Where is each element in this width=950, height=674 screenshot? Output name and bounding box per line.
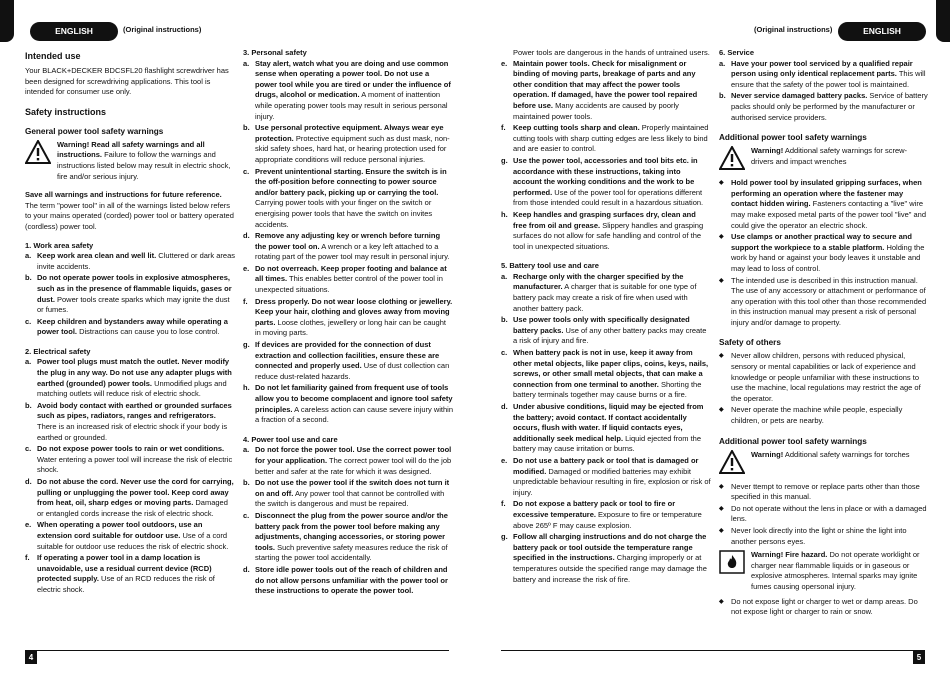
item-text bbox=[513, 532, 711, 585]
item-marker: a. bbox=[243, 58, 250, 68]
page-corner-tab-right bbox=[936, 0, 950, 42]
item-text bbox=[255, 565, 453, 597]
list-item bbox=[501, 123, 711, 155]
list-item bbox=[501, 532, 711, 585]
item-marker: e. bbox=[25, 520, 32, 530]
item-bold-text: Do not abuse the cord. Never use the cord for carrying, pulling or unplugging the power tool. Keep cord away from heat, oil, sharp edges or moving parts. bbox=[37, 477, 234, 508]
item-text bbox=[513, 456, 711, 498]
list-item bbox=[719, 526, 929, 547]
list-item bbox=[719, 178, 929, 231]
item-marker: h. bbox=[243, 383, 250, 393]
heading-additional-warnings-2: Additional power tool safety warnings bbox=[719, 436, 867, 446]
list-item bbox=[243, 565, 453, 597]
item-marker: e. bbox=[501, 455, 508, 465]
bullet-diamond-icon: ◆ bbox=[719, 407, 724, 414]
item-marker: e. bbox=[501, 58, 508, 68]
item-text bbox=[255, 478, 453, 510]
item-bold-text: Avoid body contact with earthed or grounded surfaces such as pipes, radiators, ranges and refrigerators. bbox=[37, 400, 232, 421]
item-plain-text: Use of the power tool for operations different from those intended could result in a hazardous situation. bbox=[513, 187, 704, 208]
item-plain-text: Unmodified plugs and matching outlets will reduce risk of electric shock. bbox=[37, 378, 227, 399]
bullet-diamond-icon: ◆ bbox=[719, 483, 724, 490]
item-bold-text: Keep handles and grasping surfaces dry, clean and free from oil and grease. bbox=[513, 209, 696, 230]
item-bold-text: If devices are provided for the connection of dust extraction and collection facilities, ensure these are connected and properly used. bbox=[255, 340, 440, 371]
list-item bbox=[25, 477, 235, 519]
column-1 bbox=[25, 50, 235, 597]
item-marker: f. bbox=[501, 123, 506, 133]
item-bold-text: Keep cutting tools sharp and clean. bbox=[513, 123, 640, 133]
item-bold-text: If operating a power tool in a damp location is unavoidable, use a residual current device (RCD) protected supply. bbox=[37, 553, 212, 584]
item-bold-text: Power tool plugs must match the outlet. Never modify the plug in any way. Do not use any adapter plugs with earthed (grounded) power tools. bbox=[37, 357, 232, 388]
item-marker: b. bbox=[501, 315, 508, 325]
list-item bbox=[25, 401, 235, 443]
item-marker: d. bbox=[243, 564, 250, 574]
item-marker: b. bbox=[719, 91, 726, 101]
section-title-work-area: 1. Work area safety bbox=[25, 240, 94, 250]
item-plain-text: Protective equipment such as dust mask, non-skid safety shoes, hard hat, or hearing protection used for appropriate conditions will reduce personal injuries. bbox=[255, 133, 450, 164]
item-marker: b. bbox=[243, 478, 250, 488]
save-bold: Save all warnings and instructions for future reference. bbox=[25, 190, 222, 200]
list-item bbox=[501, 59, 711, 123]
column-2 bbox=[243, 48, 453, 598]
item-plain-text: Use of any other battery packs may create a risk of injury and fire. bbox=[513, 325, 707, 346]
item-bold-text: Hold power tool by insulated gripping surfaces, when performing an operation where the fastener may contact hidden wiring. bbox=[731, 178, 922, 209]
list-item bbox=[25, 251, 235, 272]
warning-bold: Warning! Read all safety warnings and all instructions. bbox=[57, 139, 205, 160]
item-text bbox=[37, 401, 235, 443]
item-plain-text: Exposure to fire or temperature above 265º F may cause explosion. bbox=[513, 509, 702, 530]
item-bold-text: Recharge only with the charger specified by the manufacturer. bbox=[513, 271, 684, 292]
item-bold-text: When battery pack is not in use, keep it away from other metal objects, like paper clips, coins, keys, nails, screws, or other small metal objects, that can make a connection from one terminal to another. bbox=[513, 348, 709, 389]
item-text bbox=[255, 297, 453, 339]
item-text bbox=[513, 402, 711, 455]
list-item bbox=[719, 597, 929, 618]
item-text bbox=[731, 405, 929, 426]
page-number-right: 5 bbox=[913, 651, 925, 664]
item-bold-text: Keep children and bystanders away while operating a power tool. bbox=[37, 316, 228, 337]
item-text bbox=[37, 357, 235, 399]
heading-safety-of-others: Safety of others bbox=[719, 338, 781, 348]
item-text bbox=[37, 317, 235, 338]
item-bold-text: Use personal protective equipment. Always wear eye protection. bbox=[255, 123, 444, 143]
section-title-service: 6. Service bbox=[719, 48, 755, 57]
list-item bbox=[243, 340, 453, 382]
item-text bbox=[731, 91, 929, 123]
item-plain-text: A careless action can cause severe injury within a fraction of a second. bbox=[255, 404, 454, 425]
warning-block-fire bbox=[719, 550, 929, 592]
list-item bbox=[243, 59, 453, 123]
item-marker: f. bbox=[25, 553, 30, 563]
item-plain-text: Damaged or modified batteries may exhibit unpredictable behaviour resulting in fire, explosion or risk of injury. bbox=[513, 466, 711, 497]
item-text bbox=[513, 272, 711, 314]
bullet-diamond-icon: ◆ bbox=[719, 277, 724, 284]
list-item bbox=[243, 445, 453, 477]
continued-text: Power tools are dangerous in the hands of untrained users. bbox=[513, 48, 710, 57]
item-text bbox=[513, 210, 711, 252]
item-plain-text: Charging improperly or at temperatures outside the specified range may damage the battery and increase the risk of fire. bbox=[513, 553, 707, 584]
bullet-diamond-icon: ◆ bbox=[719, 353, 724, 360]
item-plain-text: This enables better control of the power tool in unexpected situations. bbox=[255, 274, 443, 295]
item-bold-text: Follow all charging instructions and do not charge the battery pack or tool outside the temperature range specified in the instructions. bbox=[513, 532, 707, 563]
heading-general-warnings: General power tool safety warnings bbox=[25, 126, 164, 136]
item-plain-text: Damaged or entangled cords increase the risk of electric shock. bbox=[37, 498, 228, 518]
warning3-text: Do not operate worklight or charger near flammable liquids or in gaseous or explosive atmospheres. Internal sparks may ignite fumes causing opersonal injury. bbox=[751, 550, 920, 591]
bullet-diamond-icon: ◆ bbox=[719, 528, 724, 534]
item-bold-text: Remove any adjusting key or wrench before turning the power tool on. bbox=[255, 231, 441, 251]
column-3 bbox=[501, 48, 711, 586]
item-text bbox=[731, 482, 929, 503]
item-marker: a. bbox=[243, 445, 250, 455]
item-text bbox=[731, 504, 929, 525]
item-plain-text: Properly maintained cutting tools with sharp cutting edges are less likely to bind and are easier to control. bbox=[513, 123, 709, 154]
item-text bbox=[731, 59, 929, 91]
list-item bbox=[243, 511, 453, 564]
list-item bbox=[243, 123, 453, 165]
item-bold-text: Store idle power tools out of the reach of children and do not allow persons unfamiliar with the power tool or these instructions to operate the power tool. bbox=[255, 564, 448, 596]
warning-block-screwdrivers bbox=[719, 146, 929, 170]
footer-rule-right bbox=[501, 650, 925, 651]
section-title-battery: 5. Battery tool use and care bbox=[501, 261, 599, 271]
item-text bbox=[37, 251, 235, 272]
item-plain-text: Distractions can cause you to lose control. bbox=[77, 327, 220, 337]
item-text bbox=[255, 59, 453, 123]
item-text bbox=[513, 348, 711, 401]
item-bold-text: Use power tools only with specifically designated battery packs. bbox=[513, 315, 690, 335]
item-plain-text: Do not operate without the lens in place or with a damaged lens. bbox=[731, 503, 927, 524]
heading-intended-use: Intended use bbox=[25, 51, 81, 61]
original-instructions-left: (Original instructions) bbox=[123, 25, 202, 34]
list-item bbox=[719, 276, 929, 329]
item-plain-text: Liquid ejected from the battery may cause irritation or burns. bbox=[513, 433, 702, 454]
page-corner-tab-left bbox=[0, 0, 14, 42]
item-marker: c. bbox=[501, 348, 508, 358]
item-text bbox=[37, 520, 235, 552]
item-text bbox=[513, 156, 711, 209]
item-plain-text: Service of battery packs should only be performed by the manufacturer or authorised service providers. bbox=[731, 91, 928, 122]
warning-triangle-icon bbox=[719, 450, 745, 474]
item-text bbox=[731, 276, 929, 329]
item-marker: e. bbox=[243, 263, 250, 273]
list-item bbox=[243, 383, 453, 425]
list-item bbox=[719, 59, 929, 91]
list-item bbox=[719, 504, 929, 525]
language-badge-left: ENGLISH bbox=[30, 22, 118, 41]
list-item bbox=[25, 444, 235, 476]
column-4 bbox=[719, 48, 929, 619]
item-bold-text: Maintain power tools. Check for misalignment or binding of moving parts, breakage of parts and any other condition that may affect the power tools operation. If damaged, have the power tool repaired before use. bbox=[513, 58, 698, 110]
save-text: The term "power tool" in all of the warnings listed below refers to your mains operated (corded) power tool or battery operated (cordless) power tool. bbox=[25, 200, 234, 231]
item-text bbox=[731, 597, 929, 618]
item-plain-text: Use of a cord suitable for outdoor use reduces the risk of electric shock. bbox=[37, 530, 229, 551]
warning-triangle-icon bbox=[25, 140, 51, 164]
item-marker: d. bbox=[25, 477, 32, 486]
item-text bbox=[513, 123, 711, 155]
list-item bbox=[243, 297, 453, 339]
item-plain-text: This will ensure that the safety of the power tool is maintained. bbox=[731, 69, 926, 89]
item-text bbox=[37, 444, 235, 476]
list-item bbox=[719, 482, 929, 503]
item-marker: c. bbox=[243, 510, 250, 520]
item-marker: c. bbox=[25, 444, 32, 454]
item-plain-text: Use of an RCD reduces the risk of electric shock. bbox=[37, 574, 215, 594]
section-title-personal: 3. Personal safety bbox=[243, 48, 307, 57]
list-item bbox=[25, 273, 235, 315]
item-bold-text: Disconnect the plug from the power source and/or the battery pack from the power tool before making any adjustments, changing accessories, or storing power tools. bbox=[255, 510, 448, 552]
item-marker: a. bbox=[719, 58, 726, 68]
item-text bbox=[37, 553, 235, 595]
item-plain-text: Power tools create sparks which may ignite the dust or fumes. bbox=[37, 294, 230, 315]
item-plain-text: The intended use is described in this instruction manual. The use of any accessory or attachment or performance of any operation with this tool other than those recommended in this instruction manual may present a risk of personal injury and/or damage to property. bbox=[731, 275, 927, 327]
item-bold-text: Do not use the power tool if the switch does not turn it on and off. bbox=[255, 478, 450, 498]
list-item bbox=[501, 402, 711, 455]
item-plain-text: Holding the work by hand or against your body leaves it unstable and may lead to loss of control. bbox=[731, 242, 925, 273]
item-text bbox=[513, 499, 711, 531]
list-item bbox=[243, 264, 453, 296]
item-marker: c. bbox=[243, 166, 250, 176]
item-bold-text: Use the power tool, accessories and tool bits etc. in accordance with these instructions, taking into account the working conditions and the work to be performed. bbox=[513, 155, 698, 197]
list-item bbox=[501, 499, 711, 531]
list-item bbox=[501, 210, 711, 252]
item-text bbox=[255, 383, 453, 425]
item-bold-text: Dress properly. Do not wear loose clothing or jewellery. Keep your hair, clothing and gloves away from moving parts. bbox=[255, 296, 453, 327]
item-text bbox=[255, 340, 453, 382]
item-plain-text: Never allow children, persons with reduced physical, sensory or mental capabilities or lack of experience and knowledge or people unfamiliar with these instructions to use the machine, local regulations may restrict the age of the operator. bbox=[731, 351, 921, 403]
item-bold-text: When operating a power tool outdoors, use an extension cord suitable for outdoor use. bbox=[37, 520, 203, 540]
item-text bbox=[731, 178, 929, 231]
list-item bbox=[501, 156, 711, 209]
item-marker: h. bbox=[501, 209, 508, 219]
bullet-diamond-icon: ◆ bbox=[719, 234, 724, 241]
item-plain-text: Carrying power tools with your finger on the switch or energising power tools that have the switch on invites accidents. bbox=[255, 198, 433, 229]
item-text bbox=[255, 123, 453, 165]
item-marker: b. bbox=[25, 400, 32, 410]
warning1-text: Additional safety warnings for screw-drivers and impact wrenches bbox=[751, 146, 908, 166]
bullet-diamond-icon: ◆ bbox=[719, 505, 724, 512]
item-text bbox=[513, 59, 711, 123]
list-item bbox=[719, 405, 929, 426]
list-item bbox=[501, 315, 711, 347]
list-item bbox=[25, 317, 235, 338]
item-text bbox=[731, 232, 929, 274]
item-marker: d. bbox=[501, 402, 508, 411]
item-marker: g. bbox=[501, 532, 508, 542]
item-text bbox=[255, 445, 453, 477]
item-text bbox=[37, 477, 235, 519]
intended-use-text: Your BLACK+DECKER BDCSFL20 flashlight screwdriver has been designed for screwdriving applications. This tool is intended for consumer use only. bbox=[25, 66, 229, 97]
list-item bbox=[501, 272, 711, 314]
section-title-power-tool-use: 4. Power tool use and care bbox=[243, 434, 338, 444]
warning1-bold: Warning! bbox=[751, 146, 784, 156]
item-bold-text: Do not let familiarity gained from frequent use of tools allow you to become complacent and ignore tool safety principles. bbox=[255, 383, 453, 414]
item-bold-text: Do not force the power tool. Use the correct power tool for your application. bbox=[255, 445, 452, 465]
item-marker: b. bbox=[243, 123, 250, 133]
item-text bbox=[37, 273, 235, 315]
warning-block bbox=[25, 140, 235, 182]
item-text bbox=[255, 511, 453, 564]
original-instructions-right: (Original instructions) bbox=[754, 25, 833, 34]
list-item bbox=[501, 348, 711, 401]
item-text bbox=[255, 264, 453, 296]
item-marker: f. bbox=[243, 296, 248, 306]
item-bold-text: Stay alert, watch what you are doing and use common sense when operating a power tool. Do not use a power tool while you are tired or under the influence of drugs, alcohol or medication. bbox=[255, 58, 451, 100]
item-plain-text: Loose clothes, jewellery or long hair can be caught in moving parts. bbox=[255, 317, 446, 338]
item-plain-text: Such preventive safety measures reduce the risk of starting the power tool accidentally. bbox=[255, 542, 448, 563]
page-number-left: 4 bbox=[25, 651, 37, 664]
item-plain-text: There is an increased risk of electric shock if your body is earthed or grounded. bbox=[37, 422, 228, 442]
list-item bbox=[719, 232, 929, 274]
item-bold-text: Under abusive conditions, liquid may be ejected from the battery; avoid contact. If contact accidentally occurs, flush with water. If liquid contacts eyes, additionally seek medical help. bbox=[513, 402, 704, 443]
item-plain-text: The correct power tool will do the job better and safer at the rate for which it was designed. bbox=[255, 455, 452, 476]
item-bold-text: Keep work area clean and well lit. bbox=[37, 251, 157, 261]
list-item bbox=[243, 478, 453, 510]
item-plain-text: Never operate the machine while people, especially children, or pets are nearby. bbox=[731, 405, 903, 426]
list-item bbox=[719, 351, 929, 404]
item-marker: a. bbox=[25, 357, 32, 367]
bullet-diamond-icon: ◆ bbox=[719, 180, 724, 187]
heading-safety-instructions: Safety instructions bbox=[25, 106, 107, 117]
item-text bbox=[255, 231, 453, 263]
item-marker: a. bbox=[501, 271, 508, 281]
item-plain-text: Many accidents are caused by poorly maintained power tools. bbox=[513, 100, 679, 121]
item-bold-text: Do not use a battery pack or tool that is damaged or modified. bbox=[513, 455, 699, 476]
list-item bbox=[243, 231, 453, 263]
item-marker: b. bbox=[25, 273, 32, 283]
item-plain-text: Slippery handles and grasping surfaces do not allow for safe handling and control of the tool in unexpected situations. bbox=[513, 220, 704, 251]
item-plain-text: Shorting the battery terminals together may cause burns or a fire. bbox=[513, 379, 702, 400]
warning-block-torches bbox=[719, 450, 929, 474]
list-item bbox=[501, 456, 711, 498]
heading-additional-warnings-1: Additional power tool safety warnings bbox=[719, 133, 867, 143]
item-bold-text: Never service damaged battery packs. bbox=[731, 91, 868, 101]
item-plain-text: Any power tool that cannot be controlled with the switch is dangerous and must be repaired. bbox=[255, 488, 445, 509]
item-text bbox=[255, 167, 453, 231]
language-badge-right: ENGLISH bbox=[838, 22, 926, 41]
item-marker: g. bbox=[243, 340, 250, 350]
item-bold-text: Do not overreach. Keep proper footing and balance at all times. bbox=[255, 263, 447, 284]
item-bold-text: Do not expose a battery pack or tool to fire or excessive temperature. bbox=[513, 499, 676, 519]
item-plain-text: Do not expose light or charger to wet or damp areas. Do not expose light or charger to rain or snow. bbox=[731, 596, 918, 617]
warning2-text: Additional safety warnings for torches bbox=[783, 449, 910, 459]
item-marker: f. bbox=[501, 499, 506, 509]
item-bold-text: Prevent unintentional starting. Ensure the switch is in the off-position before connecting to power source and/or battery pack, picking up or carrying the tool. bbox=[255, 166, 447, 197]
section-title-electrical: 2. Electrical safety bbox=[25, 346, 91, 356]
warning-triangle-icon bbox=[719, 146, 745, 170]
item-marker: g. bbox=[501, 155, 508, 165]
item-plain-text: Fasteners contacting a "live" wire may make exposed metal parts of the power tool "live" and could give the operator an electric shock. bbox=[731, 199, 927, 230]
item-plain-text: A wrench or a key left attached to a rotating part of the power tool may result in personal injury. bbox=[255, 241, 450, 262]
item-bold-text: Do not operate power tools in explosive atmospheres, such as in the presence of flammable liquids, gases or dust. bbox=[37, 273, 232, 304]
item-plain-text: Never ttempt to remove or replace parts other than those specified in this manual. bbox=[731, 481, 920, 502]
item-text bbox=[731, 526, 929, 547]
bullet-diamond-icon: ◆ bbox=[719, 598, 724, 605]
item-plain-text: A moment of inattention while operating power tools may result in serious personal injury. bbox=[255, 90, 448, 121]
fire-hazard-icon bbox=[719, 550, 745, 574]
list-item bbox=[25, 520, 235, 552]
list-item bbox=[243, 167, 453, 231]
item-bold-text: Use clamps or another practical way to secure and support the workpiece to a stable platform. bbox=[731, 232, 912, 252]
item-bold-text: Do not expose power tools to rain or wet conditions. bbox=[37, 444, 225, 454]
item-plain-text: Water entering a power tool will increase the risk of electric shock. bbox=[37, 454, 233, 475]
item-plain-text: Cluttered or dark areas invite accidents. bbox=[37, 251, 236, 271]
list-item bbox=[25, 357, 235, 399]
item-marker: c. bbox=[25, 316, 32, 326]
item-plain-text: Never look directly into the light or shine the light into another persons eyes. bbox=[731, 526, 907, 546]
item-text bbox=[513, 315, 711, 347]
item-bold-text: Have your power tool serviced by a qualified repair person using only identical replacement parts. bbox=[731, 58, 913, 79]
item-marker: d. bbox=[243, 231, 250, 241]
item-marker: a. bbox=[25, 251, 32, 261]
list-item bbox=[25, 553, 235, 595]
item-text bbox=[731, 351, 929, 404]
warning2-bold: Warning! bbox=[751, 449, 784, 459]
warning3-bold: Warning! Fire hazard. bbox=[751, 550, 828, 560]
list-item bbox=[719, 91, 929, 123]
warning-text: Failure to follow the warnings and instructions listed below may result in electric shock, fire and/or serious injury. bbox=[57, 150, 231, 181]
item-plain-text: A charger that is suitable for one type of battery pack may create a risk of fire when used with another battery pack. bbox=[513, 282, 697, 313]
item-plain-text: Use of dust collection can reduce dust-related hazards. bbox=[255, 361, 450, 381]
footer-rule-left bbox=[25, 650, 449, 651]
